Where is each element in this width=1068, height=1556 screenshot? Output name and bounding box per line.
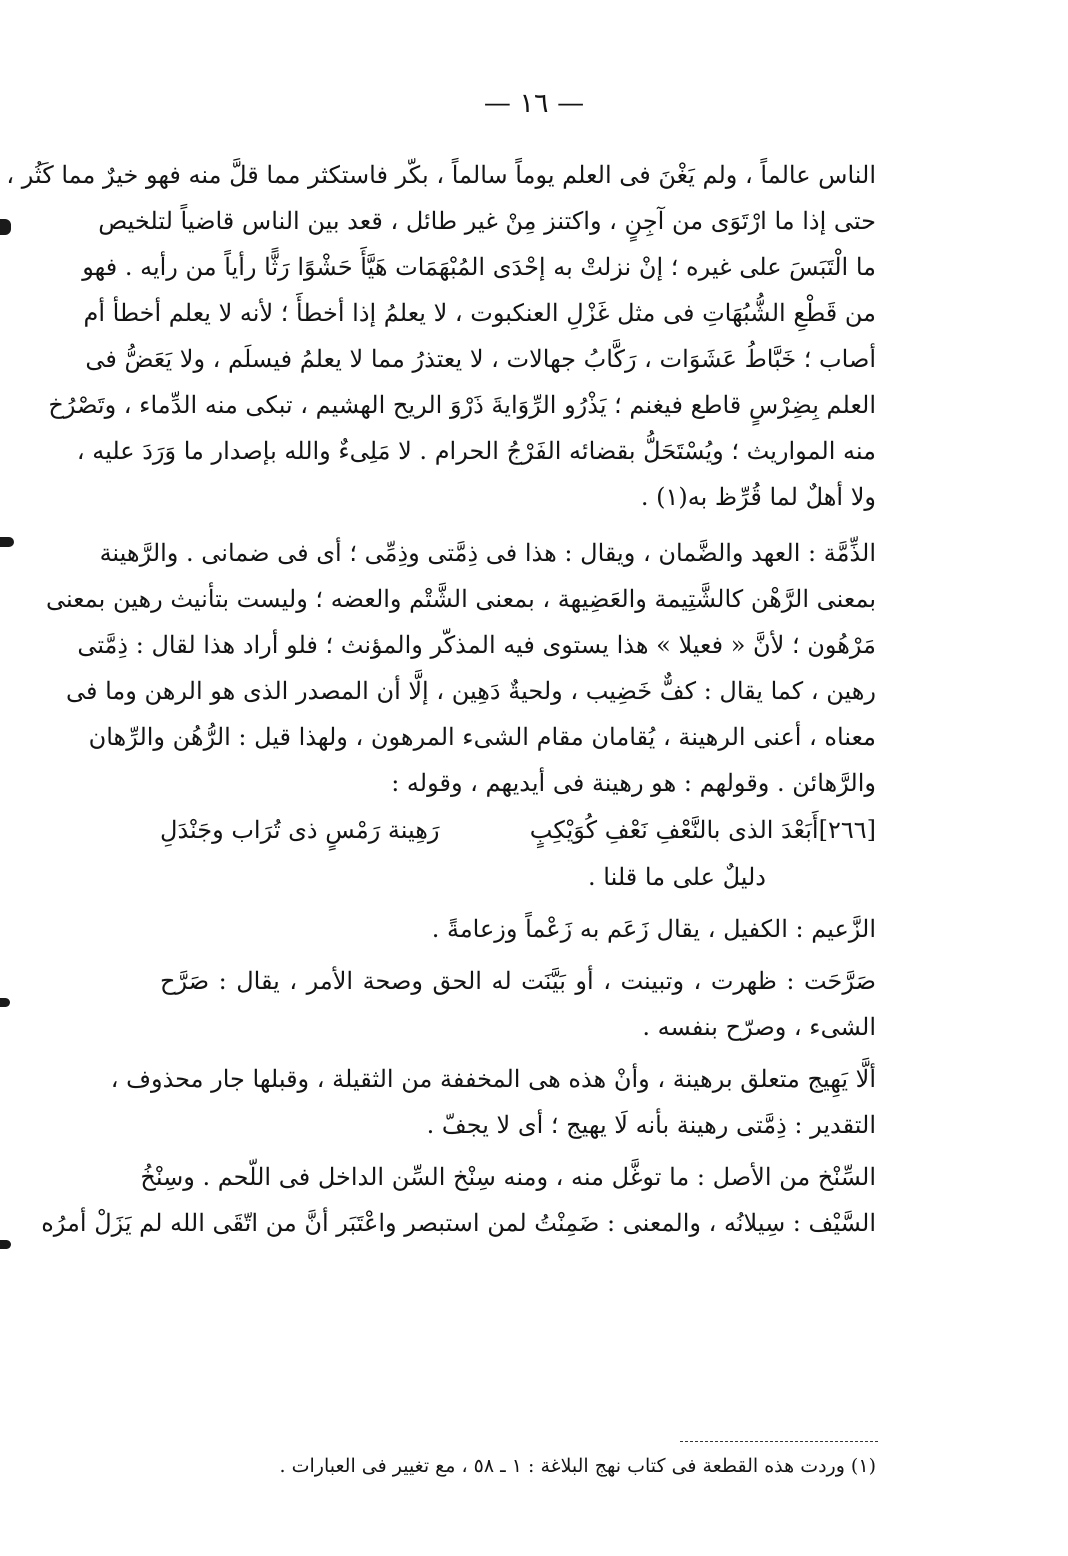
page-number: — ١٦ — bbox=[483, 88, 585, 119]
text-line: بمعنى الرَّهْن كالشَّتِيمة والعَضِيهة ، بمعنى الشَّتْم والعضه ؛ وليست بتأنيث رهين بمعنى bbox=[45, 585, 876, 613]
text-line: التقدير : ذِمَّتى رهينة بأنه لَا يهيج ؛ أى لا يجفّ . bbox=[426, 1111, 876, 1139]
binding-mark bbox=[0, 1240, 11, 1249]
binding-mark bbox=[0, 998, 10, 1007]
paragraph-6 bbox=[41, 1154, 876, 1246]
text-line: دليلٌ على ما قلنا . bbox=[588, 863, 766, 891]
text-line: ولا أهلٌ لما قُرِّظ به(١) . bbox=[640, 483, 876, 511]
poetry-verse bbox=[160, 806, 876, 854]
footnote: (١) وردت هذه القطعة فى كتاب نهج البلاغة : ١ ـ ٥٨ ، مع تغيير فى العبارات . bbox=[279, 1455, 876, 1477]
verse-second-hemistich: رَهِينة رَمْسٍ ذى تُرَاب وجَنْدَلِ bbox=[160, 816, 440, 844]
text-line: العلم بِضِرْسٍ قاطع فيغنم ؛ يَذْرُو الرِّوَايةَ ذَرْوَ الريح الهشيم ، تبكى منه الدِّماء ، وتَصْرُخ bbox=[48, 391, 876, 419]
paragraph-5 bbox=[110, 1056, 876, 1148]
verse-first-hemistich: [٢٦٦]أَبَعْدَ الذى بالنَّعْفِ نَعْفِ كُوَيْكِبٍ bbox=[529, 816, 876, 844]
text-line: أصاب ؛ خَبَّاطُ عَشَوَات ، رَكَّابُ جهالات ، لا يعتذرُ مما لا يعلمُ فيسلَم ، ولا يَعَضُّ فى bbox=[85, 345, 876, 373]
text-line: الشىء ، وصرّح بنفسه . bbox=[642, 1013, 876, 1041]
text-line: ألَّا يَهِيج متعلق برهينة ، وأنْ هذه هى المخففة من الثقيلة ، وقبلها جار محذوف ، bbox=[110, 1065, 876, 1093]
binding-mark bbox=[0, 537, 14, 547]
text-line: منه المواريث ؛ ويُسْتَحَلُّ بقضائه الفَرْجُ الحرام . لا مَلِىءٌ والله بإصدار ما وَرَدَ عليه ، bbox=[76, 437, 876, 465]
paragraph-2 bbox=[45, 530, 876, 806]
verse-number: [٢٦٦] bbox=[818, 816, 876, 844]
text-line: ما الْتَبَسَ على غيره ؛ إنْ نزلتْ به إحْدَى المُبْهَمَات هَيَّأَ حَشْوًا رَثًّا رأياً من رأيه . فهو bbox=[82, 253, 876, 281]
text-line: الذِّمَّة : العهد والضَّمان ، ويقال : هذا فى ذِمَّتى وذِمِّى ؛ أى فى ضمانى . والرَّهينة bbox=[99, 539, 876, 567]
text-line: السِّنْخ من الأصل : ما توغَّل منه ، ومنه سِنْخ السِّن الداخل فى اللّحم . وسِنْخُ bbox=[140, 1163, 876, 1191]
paragraph-4 bbox=[160, 958, 876, 1050]
text-line: الناس عالماً ، ولم يَغْنَ فى العلم يوماً سالماً ، بكّر فاستكثر مما قلَّ منه فهو خيرٌ مما كَثُر ، bbox=[6, 161, 876, 189]
footnote-divider bbox=[680, 1441, 878, 1442]
paragraph-3: الزَّعيم : الكفيل ، يقال زَعَم به زَعْماً وزعامةً . bbox=[431, 915, 876, 943]
text-line: السَّيْف : سِيلانُه ، والمعنى : ضَمِنْتُ لمن استبصر واعْتَبَر أنَّ من اتّقَى الله لم يَزَلْ أمرُه bbox=[41, 1209, 876, 1237]
text-line: مَرْهُون ؛ لأنَّ « فعيلا » هذا يستوى فيه المذكّر والمؤنث ؛ فلو أراد هذا لقال : ذِمَّتى bbox=[77, 631, 876, 659]
text-line: صَرَّحَت : ظهرت ، وتبينت ، أو بَيَّنَت له الحق وصحة الأمر ، يقال : صَرَّح bbox=[160, 967, 876, 995]
text-line: من قَطْعِ الشُّبُهَاتِ فى مثل غَزْلِ العنكبوت ، لا يعلمُ إذا أخطأَ ؛ لأنه لا يعلم أخطأ أم bbox=[83, 299, 876, 327]
text-line: معناه ، أعنى الرهينة ، يُقامان مقام الشىء المرهون ، ولهذا قيل : الرُّهُن والرِّهان bbox=[88, 723, 876, 751]
paragraph-1 bbox=[6, 152, 876, 520]
text-line: حتى إذا ما ارْتَوَى من آجِنٍ ، واكتنز مِنْ غير طائل ، قعد بين الناس قاضياً لتلخيص bbox=[98, 207, 876, 235]
binding-mark bbox=[0, 219, 11, 235]
text-line: والرَّهائن . وقولهم : هو رهينة فى أيديهم ، وقوله : bbox=[391, 769, 876, 797]
main-text bbox=[6, 152, 876, 1246]
text-line: رهين ، كما يقال : كفٌّ خَضِيب ، ولحيةٌ دَهِين ، إلَّا أن المصدر الذى هو الرهن وما فى bbox=[66, 677, 876, 705]
